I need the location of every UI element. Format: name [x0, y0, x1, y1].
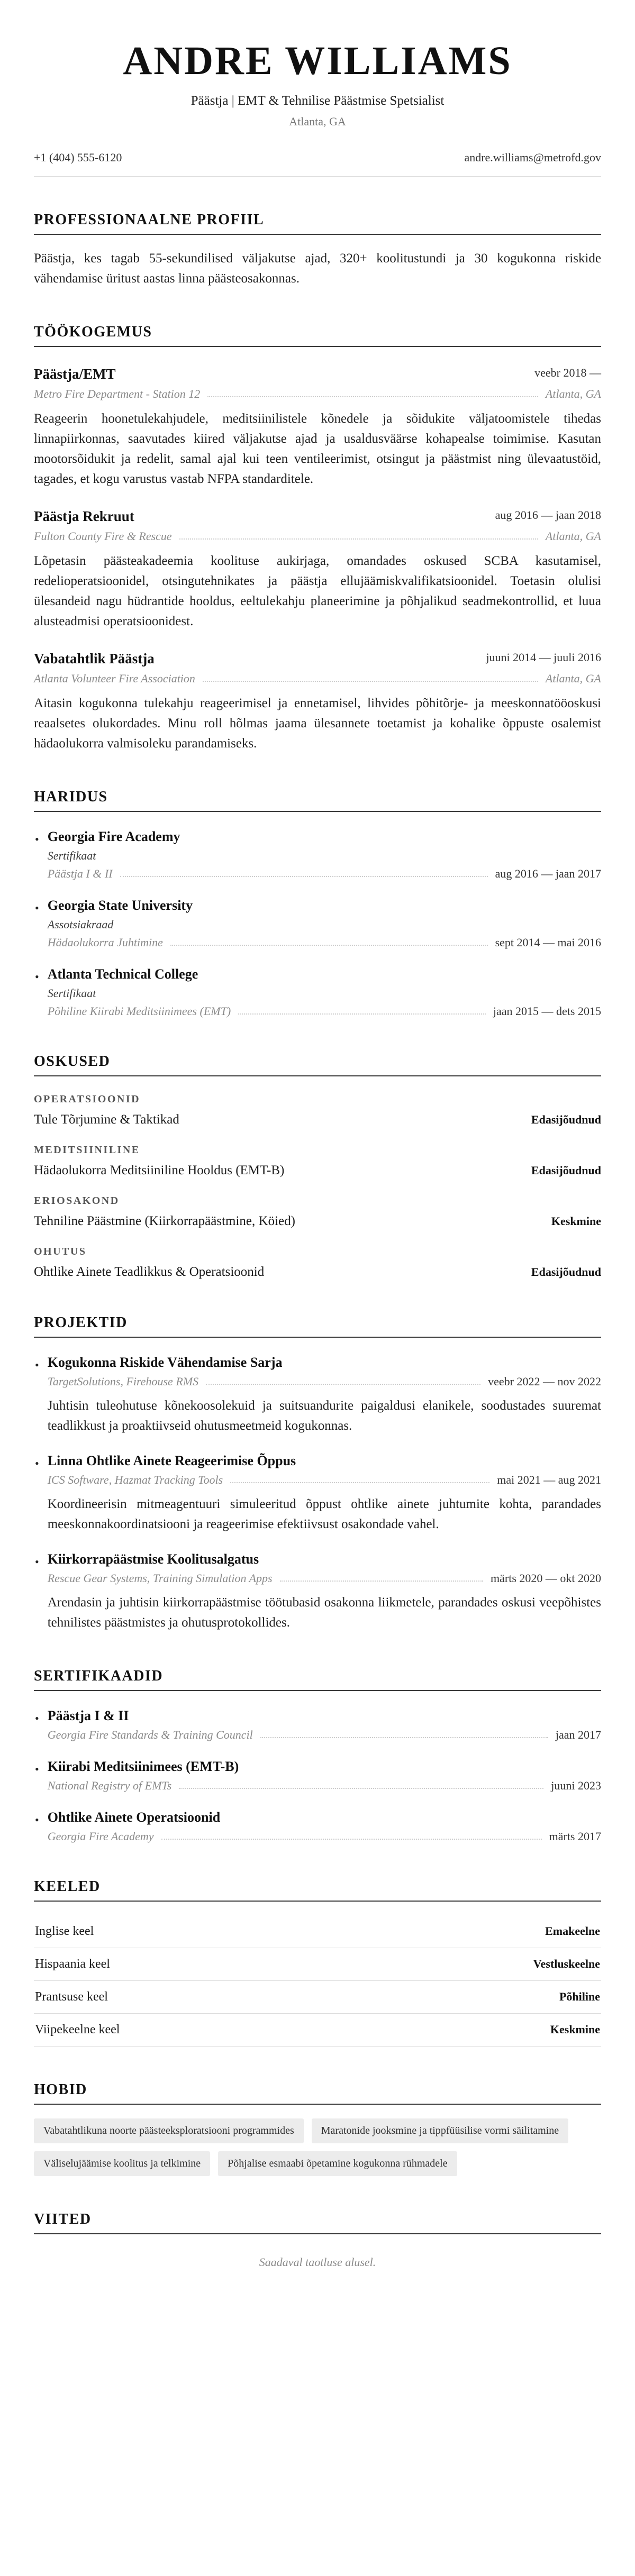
certification-meta-row — [48, 1779, 601, 1793]
section-experience — [34, 324, 601, 754]
dotted-leader — [206, 1375, 480, 1389]
language-row — [34, 1948, 601, 1981]
education-field: Päästja I & II — [47, 867, 113, 880]
section-education — [34, 789, 601, 1018]
section-references — [34, 2211, 601, 2269]
contact-row — [34, 151, 601, 177]
project-tools: Rescue Gear Systems, Training Simulation Apps — [47, 1572, 273, 1585]
candidate-location: Atlanta, GA — [289, 115, 346, 128]
bullet-dot: • — [35, 1555, 39, 1568]
dotted-leader — [170, 936, 488, 949]
dotted-leader — [203, 672, 538, 686]
certification-entry — [34, 1708, 601, 1742]
education-field-row — [48, 867, 601, 881]
language-level: Keskmine — [550, 2023, 600, 2036]
education-dates: aug 2016 — jaan 2017 — [495, 867, 601, 880]
hobby-chip: Maratonide jooksmine ja tippfüüsilise vormi säilitamine — [312, 2118, 568, 2143]
bullet-dot: • — [35, 901, 39, 915]
certification-date: märts 2017 — [549, 1830, 601, 1843]
hobby-chip: Väliselujäämise koolitus ja telkimine — [34, 2151, 210, 2176]
language-name: Hispaania keel — [35, 1957, 110, 1971]
project-description: Koordineerisin mitmeagentuuri simuleeritud õppust ohtlike ainete juhtumite kohta, parandades meeskonnakoordinatsiooni ja reageerimise efektiivsust osakondade vahel. — [47, 1497, 601, 1531]
education-entry — [34, 829, 601, 881]
language-level: Põhiline — [559, 1990, 600, 2003]
education-degree: Sertifikaat — [47, 849, 96, 862]
project-title: Kogukonna Riskide Vähendamise Sarja — [47, 1355, 283, 1370]
certification-date: jaan 2017 — [555, 1728, 601, 1741]
job-location: Atlanta, GA — [545, 387, 601, 400]
job-entry — [34, 508, 601, 632]
language-level: Vestluskeelne — [533, 1957, 600, 1970]
language-name: Prantsuse keel — [35, 1990, 108, 2004]
skill-row — [34, 1265, 601, 1280]
project-entry — [34, 1453, 601, 1534]
candidate-headline: Päästja | EMT & Tehnilise Päästmise Spetsialist — [190, 94, 444, 108]
education-entry — [34, 898, 601, 949]
skill-group — [34, 1144, 601, 1178]
bullet-dot: • — [35, 970, 39, 983]
project-body — [48, 1551, 601, 1633]
education-degree: Assotsiakraad — [47, 918, 114, 931]
hobby-chip: Põhjalise esmaabi õpetamine kogukonna rühmadele — [218, 2151, 457, 2176]
section-certifications — [34, 1668, 601, 1843]
skill-name: Hädaolukorra Meditsiiniline Hooldus (EMT-B) — [34, 1163, 285, 1177]
language-row — [34, 2014, 601, 2047]
job-company: Metro Fire Department - Station 12 — [34, 387, 201, 400]
project-body — [48, 1355, 601, 1436]
certification-entry — [34, 1759, 601, 1793]
job-meta-row — [34, 529, 601, 543]
education-school: Georgia Fire Academy — [47, 829, 180, 844]
certification-date: juuni 2023 — [551, 1779, 601, 1792]
project-tools: TargetSolutions, Firehouse RMS — [47, 1375, 199, 1388]
skill-row — [34, 1214, 601, 1229]
section-projects — [34, 1314, 601, 1633]
dotted-leader — [238, 1004, 486, 1018]
bullet-dot: • — [35, 1712, 39, 1725]
skill-level: Edasijõudnud — [531, 1265, 601, 1278]
job-title-row — [34, 651, 601, 667]
job-meta-row — [34, 387, 601, 401]
experience-heading: TÖÖKOGEMUS — [34, 324, 601, 347]
job-title-row — [34, 366, 601, 382]
project-title: Linna Ohtlike Ainete Reageerimise Õppus — [47, 1453, 296, 1468]
certification-name: Kiirabi Meditsiinimees (EMT-B) — [47, 1759, 239, 1774]
job-dates: juuni 2014 — juuli 2016 — [486, 651, 601, 664]
bullet-dot: • — [35, 1457, 39, 1470]
hobby-chip-list — [34, 2118, 601, 2176]
language-row — [34, 1981, 601, 2014]
certification-body — [48, 1759, 601, 1793]
education-field-row — [48, 936, 601, 949]
job-entry — [34, 366, 601, 489]
language-level: Emakeelne — [545, 1924, 600, 1938]
dotted-leader — [260, 1728, 548, 1742]
certification-name: Ohtlike Ainete Operatsioonid — [47, 1810, 221, 1825]
skill-group — [34, 1195, 601, 1229]
job-title: Vabatahtlik Päästja — [34, 651, 155, 666]
bullet-dot: • — [35, 1358, 39, 1372]
project-meta-row — [48, 1572, 601, 1585]
skill-category: MEDITSIINILINE — [34, 1144, 140, 1156]
section-skills — [34, 1053, 601, 1280]
job-description: Lõpetasin päästeakadeemia koolituse aukirjaga, omandades oskused SCBA kasutamisel, redelioperatsioonidel, otsingutehnikates ja päästja ellujäämiskvalifikatsioonidel. Toetasin olulisi ülesandeid nagu hüdrantide hooldus, eeltulekahju planeerimine ja põhjalikud seadmekontrollid, et luua alusteadmisi operatsioonidest. — [34, 554, 601, 628]
project-dates: veebr 2022 — nov 2022 — [488, 1375, 601, 1388]
hobbies-heading: HOBID — [34, 2081, 601, 2105]
section-hobbies — [34, 2081, 601, 2176]
job-entry — [34, 651, 601, 754]
job-title: Päästja Rekruut — [34, 508, 134, 524]
job-company: Fulton County Fire & Rescue — [34, 529, 172, 543]
certification-issuer: Georgia Fire Academy — [47, 1830, 154, 1843]
certification-issuer: National Registry of EMTs — [47, 1779, 172, 1792]
language-name: Viipekeelne keel — [35, 2023, 120, 2036]
education-body — [48, 829, 601, 881]
skill-level: Edasijõudnud — [531, 1113, 601, 1126]
education-field: Hädaolukorra Juhtimine — [47, 936, 163, 949]
education-heading: HARIDUS — [34, 789, 601, 812]
skill-category: ERIOSAKOND — [34, 1195, 120, 1207]
dotted-leader — [207, 387, 538, 401]
education-degree: Sertifikaat — [47, 986, 96, 1000]
languages-heading: KEELED — [34, 1878, 601, 1902]
education-dates: jaan 2015 — dets 2015 — [493, 1004, 601, 1018]
bullet-dot: • — [35, 1813, 39, 1826]
bullet-dot: • — [35, 1762, 39, 1776]
education-field: Põhiline Kiirabi Meditsiinimees (EMT) — [47, 1004, 231, 1018]
references-note: Saadaval taotluse alusel. — [259, 2255, 376, 2269]
skill-name: Tehniline Päästmine (Kiirkorrapäästmine, Köied) — [34, 1214, 295, 1228]
education-body — [48, 898, 601, 949]
references-heading: VIITED — [34, 2211, 601, 2234]
section-languages — [34, 1878, 601, 2047]
education-dates: sept 2014 — mai 2016 — [495, 936, 601, 949]
skill-name: Tule Tõrjumine & Taktikad — [34, 1112, 179, 1127]
job-meta-row — [34, 672, 601, 686]
project-entry — [34, 1551, 601, 1633]
skill-row — [34, 1112, 601, 1127]
dotted-leader — [161, 1830, 542, 1843]
skill-category: OHUTUS — [34, 1246, 87, 1257]
resume-header — [34, 38, 601, 177]
education-field-row — [48, 1004, 601, 1018]
education-school: Georgia State University — [47, 898, 193, 913]
skill-level: Keskmine — [551, 1214, 601, 1228]
project-meta-row — [48, 1473, 601, 1487]
education-school: Atlanta Technical College — [47, 966, 198, 982]
skill-group — [34, 1246, 601, 1280]
language-row — [34, 1915, 601, 1948]
job-dates: aug 2016 — jaan 2018 — [495, 508, 601, 522]
education-entry — [34, 966, 601, 1018]
dotted-leader — [179, 529, 538, 543]
job-location: Atlanta, GA — [545, 529, 601, 543]
projects-heading: PROJEKTID — [34, 1314, 601, 1338]
certification-body — [48, 1810, 601, 1843]
skill-category: OPERATSIOONID — [34, 1093, 141, 1105]
job-title: Päästja/EMT — [34, 366, 116, 382]
skill-level: Edasijõudnud — [531, 1164, 601, 1177]
certification-entry — [34, 1810, 601, 1843]
skills-heading: OSKUSED — [34, 1053, 601, 1076]
skill-name: Ohtlike Ainete Teadlikkus & Operatsioonid — [34, 1265, 265, 1279]
skill-group — [34, 1093, 601, 1127]
dotted-leader — [230, 1473, 489, 1487]
bullet-dot: • — [35, 833, 39, 846]
profile-text: Päästja, kes tagab 55-sekundilised väljakutse ajad, 320+ koolitustundi ja 30 kogukonna riskide vähendamise üritust aastas linna päästeosakonnas. — [34, 251, 601, 286]
project-entry — [34, 1355, 601, 1436]
language-name: Inglise keel — [35, 1924, 94, 1938]
certification-name: Päästja I & II — [47, 1708, 129, 1723]
certification-meta-row — [48, 1728, 601, 1742]
dotted-leader — [179, 1779, 543, 1793]
education-body — [48, 966, 601, 1018]
project-body — [48, 1453, 601, 1534]
certification-issuer: Georgia Fire Standards & Training Council — [47, 1728, 253, 1741]
dotted-leader — [280, 1572, 483, 1585]
section-profile — [34, 212, 601, 289]
job-dates: veebr 2018 — — [534, 366, 601, 379]
project-title: Kiirkorrapäästmise Koolitusalgatus — [47, 1551, 259, 1567]
profile-heading: PROFESSIONAALNE PROFIIL — [34, 212, 601, 235]
certifications-heading: SERTIFIKAADID — [34, 1668, 601, 1691]
job-location: Atlanta, GA — [545, 672, 601, 685]
job-title-row — [34, 508, 601, 525]
certification-body — [48, 1708, 601, 1742]
job-description: Aitasin kogukonna tulekahju reageerimisel ja ennetamisel, lihvides põhitõrje- ja meeskonnatööoskusi reaalsetes olukordades. Minu roll hõlmas jaama ülesannete toetamist ja kohalike õppuste osalemist hädaolukorra valmisoleku parandamiseks. — [34, 696, 601, 751]
dotted-leader — [120, 867, 488, 881]
project-dates: märts 2020 — okt 2020 — [491, 1572, 601, 1585]
project-dates: mai 2021 — aug 2021 — [497, 1473, 601, 1486]
project-tools: ICS Software, Hazmat Tracking Tools — [47, 1473, 223, 1486]
job-company: Atlanta Volunteer Fire Association — [34, 672, 195, 685]
hobby-chip: Vabatahtlikuna noorte päästeeksploratsiooni programmides — [34, 2118, 304, 2143]
project-meta-row — [48, 1375, 601, 1389]
project-description: Juhtisin tuleohutuse kõnekoosolekuid ja suitsuandurite paigaldusi elanikele, soodustades suuremat teadlikkust ja proaktiivseid ohutusmeetmeid kogukonnas. — [47, 1399, 601, 1433]
email-text: andre.williams@metrofd.gov — [464, 151, 601, 164]
skill-row — [34, 1163, 601, 1178]
project-description: Arendasin ja juhtisin kiirkorrapäästmise töötubasid osakonna liikmetele, parandades oskusi veepõhistes tehnilistes päästmistes ja ohutusprotokollides. — [47, 1595, 601, 1630]
certification-meta-row — [48, 1830, 601, 1843]
phone-text: +1 (404) 555-6120 — [34, 151, 122, 164]
candidate-name: ANDRE WILLIAMS — [123, 39, 512, 83]
job-description: Reageerin hoonetulekahjudele, meditsiinilistele kõnedele ja sõidukite väljatoomistele tihedas linnapiirkonnas, saavutades kiired väljakutse ajad ja usaldusväärse kohapealse toimimise. Kasutan mootorsõidukit ja redelit, samal ajal kui teen ventileerimist, otsingut ja päästmist ning ülevaatustöid, tagades, et kogu varustus vastab NFPA standarditele. — [34, 412, 601, 486]
